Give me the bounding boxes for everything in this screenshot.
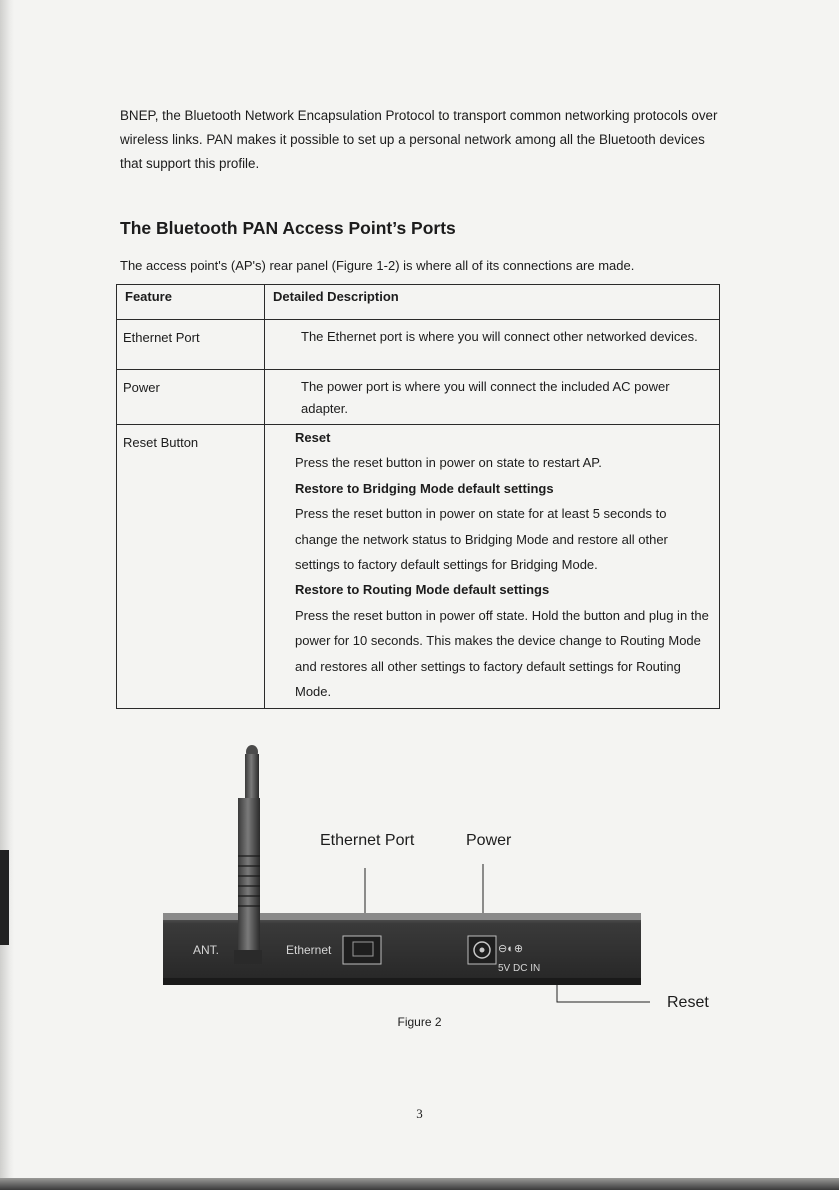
rear-panel-illustration [0, 740, 839, 1040]
callout-power: Power [466, 832, 512, 849]
callout-reset: Reset [667, 994, 709, 1011]
reset-text: Press the reset button in power on state to restart AP. [295, 455, 602, 471]
table-row [117, 370, 720, 425]
routing-heading: Restore to Routing Mode default settings [295, 582, 550, 598]
feature-cell: Reset Button [117, 425, 265, 709]
figure-caption: Figure 2 [397, 1015, 442, 1029]
antenna-icon [234, 745, 262, 964]
intro-paragraph: BNEP, the Bluetooth Network Encapsulation Protocol to transport common networking protocols over wireless links. PAN makes it possible to set up a personal network among all the Bluetooth devices that support this profile. [120, 108, 718, 171]
lead-sentence: The access point's (AP's) rear panel (Figure 1-2) is where all of its connections are made. [120, 258, 635, 273]
table-header-row [117, 285, 720, 320]
section-title: The Bluetooth PAN Access Point’s Ports [120, 218, 456, 238]
ethernet-port-icon [343, 936, 381, 964]
device-body [163, 913, 641, 985]
bridging-heading: Restore to Bridging Mode default settings [295, 480, 554, 496]
table-row [117, 320, 720, 370]
callout-ethernet: Ethernet Port [320, 832, 415, 849]
description-cell: The Ethernet port is where you will connect other networked devices. [265, 320, 720, 370]
page-number: 3 [416, 1106, 423, 1121]
panel-ethernet-label: Ethernet [286, 943, 332, 957]
reset-heading: Reset [295, 430, 331, 445]
table-row [117, 425, 720, 709]
panel-ant-label: ANT. [193, 943, 220, 957]
routing-text: Press the reset button in power off state. Hold the button and plug in the power for 10 seconds. This makes the device change to Routing Mode and restores all other settings to factory default settings for Routing Mode. [295, 607, 709, 700]
description-cell: The power port is where you will connect the included AC power adapter. [265, 370, 720, 425]
bridging-text: Press the reset button in power on state for at least 5 seconds to change the network status to Bridging Mode and restore all other settings to factory default settings for Bridging Mode. [295, 506, 668, 573]
scan-bottom-edge [0, 1178, 839, 1190]
feature-cell: Ethernet Port [117, 320, 265, 370]
power-jack-icon [468, 936, 496, 964]
panel-polarity-symbol: ⊖◐⊕ [498, 943, 524, 955]
header-feature: Feature [117, 285, 265, 320]
description-cell [265, 425, 720, 709]
ports-table [116, 284, 720, 709]
feature-cell: Power [117, 370, 265, 425]
panel-power-label: 5V DC IN [498, 963, 541, 974]
rear-panel-figure [0, 740, 839, 1040]
header-description: Detailed Description [265, 285, 720, 320]
